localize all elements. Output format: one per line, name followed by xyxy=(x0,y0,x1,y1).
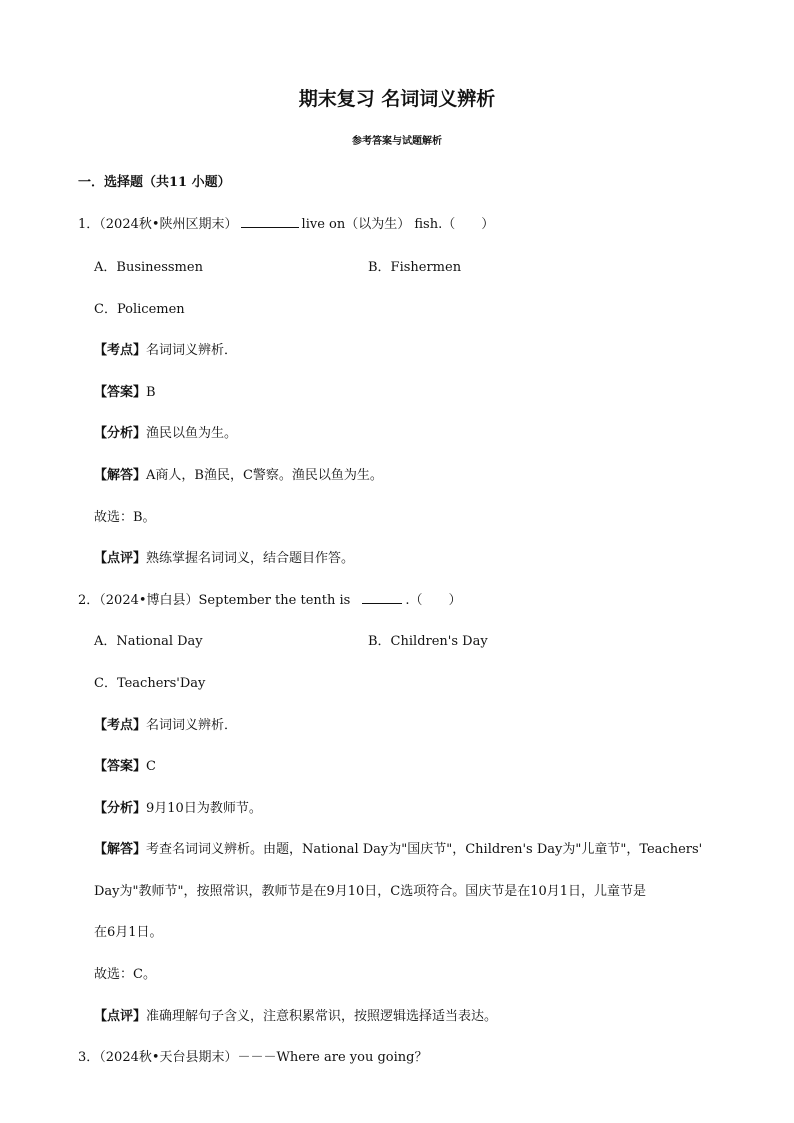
question-2-option-c: C．Teachers'Day xyxy=(94,676,206,691)
question-2-comment xyxy=(94,1005,497,1024)
question-2-answer xyxy=(94,755,156,774)
question-1-option-a: A．Businessmen xyxy=(94,260,203,275)
question-1-solution xyxy=(94,464,383,483)
question-1-stem xyxy=(78,213,494,232)
kaodian-label: 【考点】 xyxy=(94,343,147,358)
question-2-text: .（ ） xyxy=(405,593,462,608)
question-2-solution-line-2: Day为"教师节"，按照常识，教师节是在9月10日，C选项符合。国庆节是在10月1日，儿童节是 xyxy=(94,884,647,899)
question-2-kaodian xyxy=(94,714,237,733)
analysis-label: 【分析】 xyxy=(94,426,147,441)
question-2-analysis xyxy=(94,797,262,816)
comment-text: 准确理解句子含义，注意积累常识，按照逻辑选择适当表达。 xyxy=(146,1009,498,1024)
comment-text: 熟练掌握名词词义，结合题目作答。 xyxy=(146,551,355,566)
question-1-comment xyxy=(94,547,354,566)
answer-text: C xyxy=(146,759,156,774)
question-2-prefix: 2．（2024•博白县）September the tenth is xyxy=(78,593,351,608)
kaodian-text: 名词词义辨析． xyxy=(146,343,238,358)
question-1-option-b: B．Fishermen xyxy=(368,260,462,275)
solution-label: 【解答】 xyxy=(94,468,147,483)
answer-label: 【答案】 xyxy=(94,385,147,400)
question-1-answer xyxy=(94,381,156,400)
analysis-text: 渔民以鱼为生。 xyxy=(146,426,238,441)
question-1-kaodian xyxy=(94,339,237,358)
kaodian-label: 【考点】 xyxy=(94,718,147,733)
page-title: 期末复习 名词词义辨析 xyxy=(298,88,496,110)
question-2-solution xyxy=(94,838,702,857)
analysis-label: 【分析】 xyxy=(94,801,147,816)
comment-label: 【点评】 xyxy=(94,1009,147,1024)
comment-label: 【点评】 xyxy=(94,551,147,566)
question-1-choice: 故选：B。 xyxy=(94,510,156,525)
question-2-option-b: B．Children's Day xyxy=(368,634,488,649)
question-2-solution-line-3: 在6月1日。 xyxy=(94,925,163,940)
analysis-text: 9月10日为教师节。 xyxy=(146,801,262,816)
answer-blank xyxy=(362,603,402,604)
question-2-stem xyxy=(78,589,461,608)
page-subtitle: 参考答案与试题解析 xyxy=(352,136,442,147)
answer-blank xyxy=(241,227,299,228)
question-1-analysis xyxy=(94,422,237,441)
solution-label: 【解答】 xyxy=(94,842,147,857)
question-1-text: live on（以为生） fish.（ ） xyxy=(301,217,495,232)
answer-label: 【答案】 xyxy=(94,759,147,774)
question-1-prefix: 1．（2024秋•陕州区期末） xyxy=(78,217,238,232)
answer-text: B xyxy=(146,385,156,400)
kaodian-text: 名词词义辨析． xyxy=(146,718,238,733)
section-heading: 一．选择题（共11 小题） xyxy=(78,175,231,190)
question-1-option-c: C．Policemen xyxy=(94,302,185,317)
question-2-choice: 故选：C。 xyxy=(94,967,156,982)
solution-text: A商人，B渔民，C警察。渔民以鱼为生。 xyxy=(146,468,383,483)
solution-text-line-1: 考查名词词义辨析。由题，National Day为"国庆节"，Children's Day为"儿童节"，Teachers' xyxy=(146,842,703,857)
question-2-option-a: A．National Day xyxy=(94,634,203,649)
question-3-stem: 3．（2024秋•天台县期末）－－－Where are you going？ xyxy=(78,1050,428,1065)
